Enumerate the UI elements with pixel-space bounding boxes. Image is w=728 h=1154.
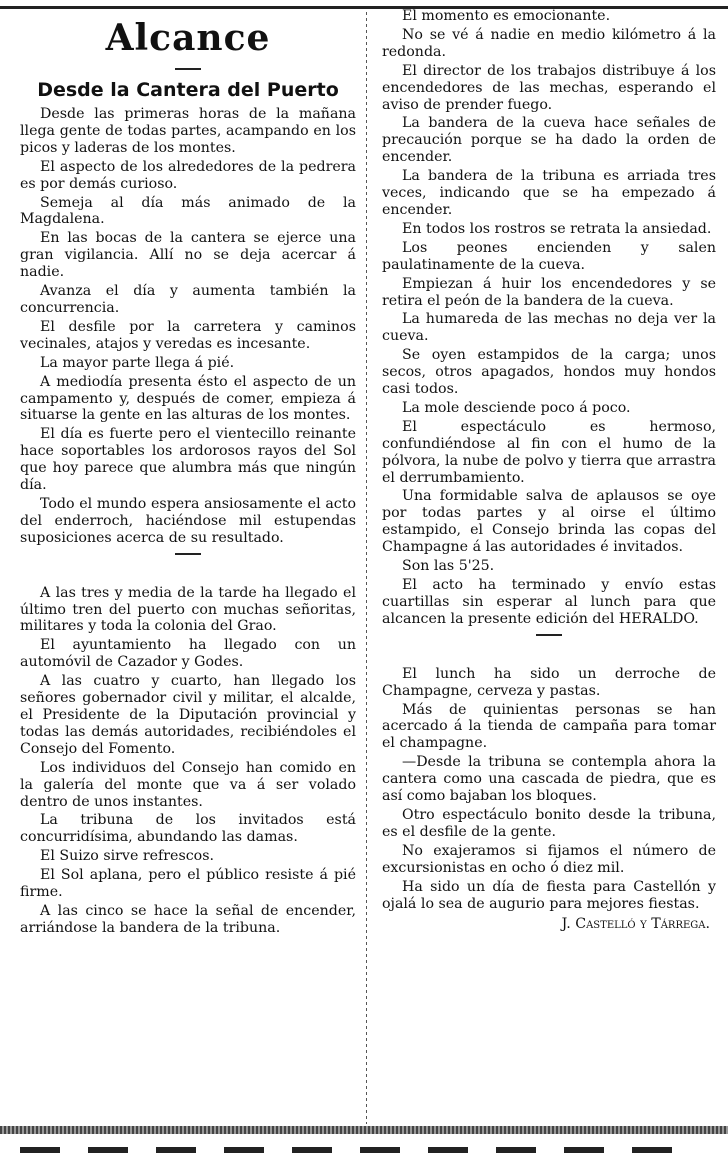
title-dash [175, 68, 201, 70]
section-dash [175, 553, 201, 555]
paragraph: El momento es emocionante. [402, 8, 611, 24]
bottom-rule [0, 1126, 728, 1134]
paragraph: El ayuntamiento ha llegado con un automóvil de Cazador y Godes. [20, 637, 356, 671]
left-column [20, 8, 356, 939]
paragraph: El director de los trabajos distribuye á los encendedores de las mechas, esperando el aviso de prender fuego. [382, 62, 716, 113]
paragraph: El día es fuerte pero el vientecillo reinante hace soportables los ardorosos rayos del Sol que hoy parece que alumbra más que ningún día. [20, 426, 356, 494]
paragraph: Desde las primeras horas de la mañana llega gente de todas partes, acampando en los picos y laderas de los montes. [20, 106, 356, 156]
article-subtitle: Desde la Cantera del Puerto [37, 79, 339, 101]
paragraph: En todos los rostros se retrata la ansiedad. [402, 220, 712, 237]
paragraph: Todo el mundo espera ansiosamente el acto del enderroch, haciéndose mil estupendas suposiciones acerca de su resultado. [20, 495, 356, 546]
paragraph: Otro espectáculo bonito desde la tribuna, es el desfile de la gente. [382, 806, 716, 840]
paragraph: La humareda de las mechas no deja ver la cueva. [382, 311, 716, 345]
paragraph: La mayor parte llega á pié. [40, 354, 235, 371]
paragraph: A mediodía presenta ésto el aspecto de un campamento y, después de comer, empieza á situarse la gente en las alturas de los montes. [20, 373, 356, 424]
paragraph: El Suizo sirve refrescos. [40, 848, 215, 865]
column-divider [366, 12, 367, 1124]
paragraph: A las cuatro y cuarto, han llegado los señores gobernador civil y militar, el alcalde, el Presidente de la Diputación provincial y todas las demás autoridades, recibiéndoles el Consejo del Fomento. [20, 673, 356, 757]
paragraph: El lunch ha sido un derroche de Champagne, cerveza y pastas. [382, 665, 716, 699]
paragraph: A las tres y media de la tarde ha llegado el último tren del puerto con muchas señoritas, militares y toda la colonia del Grao. [20, 584, 356, 635]
paragraph: Se oyen estampidos de la carga; unos secos, otros apagados, hondos muy hondos casi todos. [382, 347, 716, 398]
paragraph: Más de quinientas personas se han acercado á la tienda de campaña para tomar el champagne. [382, 701, 716, 752]
paragraph: El espectáculo es hermoso, confundiéndose al fin con el humo de la pólvora, la nube de polvo y tierra que arrastra el derrumbamiento. [382, 418, 716, 486]
right-column [382, 8, 716, 933]
paragraph: El acto ha terminado y envío estas cuartillas sin esperar al lunch para que alcancen la presente edición del HERALDO. [382, 577, 716, 627]
paragraph: Ha sido un día de fiesta para Castellón y ojalá lo sea de augurio para mejores fiestas. [382, 878, 716, 912]
paragraph: No exajeramos si fijamos el número de excursionistas en ocho ó diez mil. [382, 842, 716, 876]
section-dash [536, 634, 562, 636]
paragraph: Los peones encienden y salen paulatinamente de la cueva. [382, 239, 716, 273]
paragraph: A las cinco se hace la señal de encender, arriándose la bandera de la tribuna. [20, 902, 356, 936]
paragraph: No se vé á nadie en medio kilómetro á la redonda. [382, 26, 716, 60]
article-title: Alcance [105, 17, 271, 59]
paragraph: En las bocas de la cantera se ejerce una gran vigilancia. Allí no se deja acercar á nadie. [20, 230, 356, 281]
signature: J. Castelló y Tárrega. [561, 916, 710, 933]
paragraph: Semeja al día más animado de la Magdalena. [20, 194, 356, 228]
paragraph: La tribuna de los invitados está concurridísima, abundando las damas. [20, 812, 356, 846]
paragraph: Los individuos del Consejo han comido en la galería del monte que va á ser volado dentro de unos instantes. [20, 759, 356, 810]
paragraph: Empiezan á huir los encendedores y se retira el peón de la bandera de la cueva. [382, 275, 716, 309]
paragraph: —Desde la tribuna se contempla ahora la cantera como una cascada de piedra, que es así como bajaban los bloques. [382, 754, 716, 805]
paragraph: La mole desciende poco á poco. [402, 399, 631, 416]
paragraph: El desfile por la carretera y caminos vecinales, atajos y veredas es incesante. [20, 318, 356, 352]
paragraph: El aspecto de los alrededores de la pedrera es por demás curioso. [20, 158, 356, 192]
paragraph: Avanza el día y aumenta también la concurrencia. [20, 283, 356, 316]
next-article-fragment [0, 1138, 728, 1154]
paragraph: Una formidable salva de aplausos se oye por todas partes y al oirse el último estampido, el Consejo brinda las copas del Champagne á las autoridades é invitados. [382, 488, 716, 556]
paragraph: El Sol aplana, pero el público resiste á pié firme. [20, 867, 356, 901]
paragraph: La bandera de la tribuna es arriada tres veces, indicando que se ha empezado á encender. [382, 168, 716, 218]
paragraph: Son las 5'25. [402, 558, 495, 575]
paragraph: La bandera de la cueva hace señales de precaución porque se ha dado la orden de encender. [382, 115, 716, 166]
